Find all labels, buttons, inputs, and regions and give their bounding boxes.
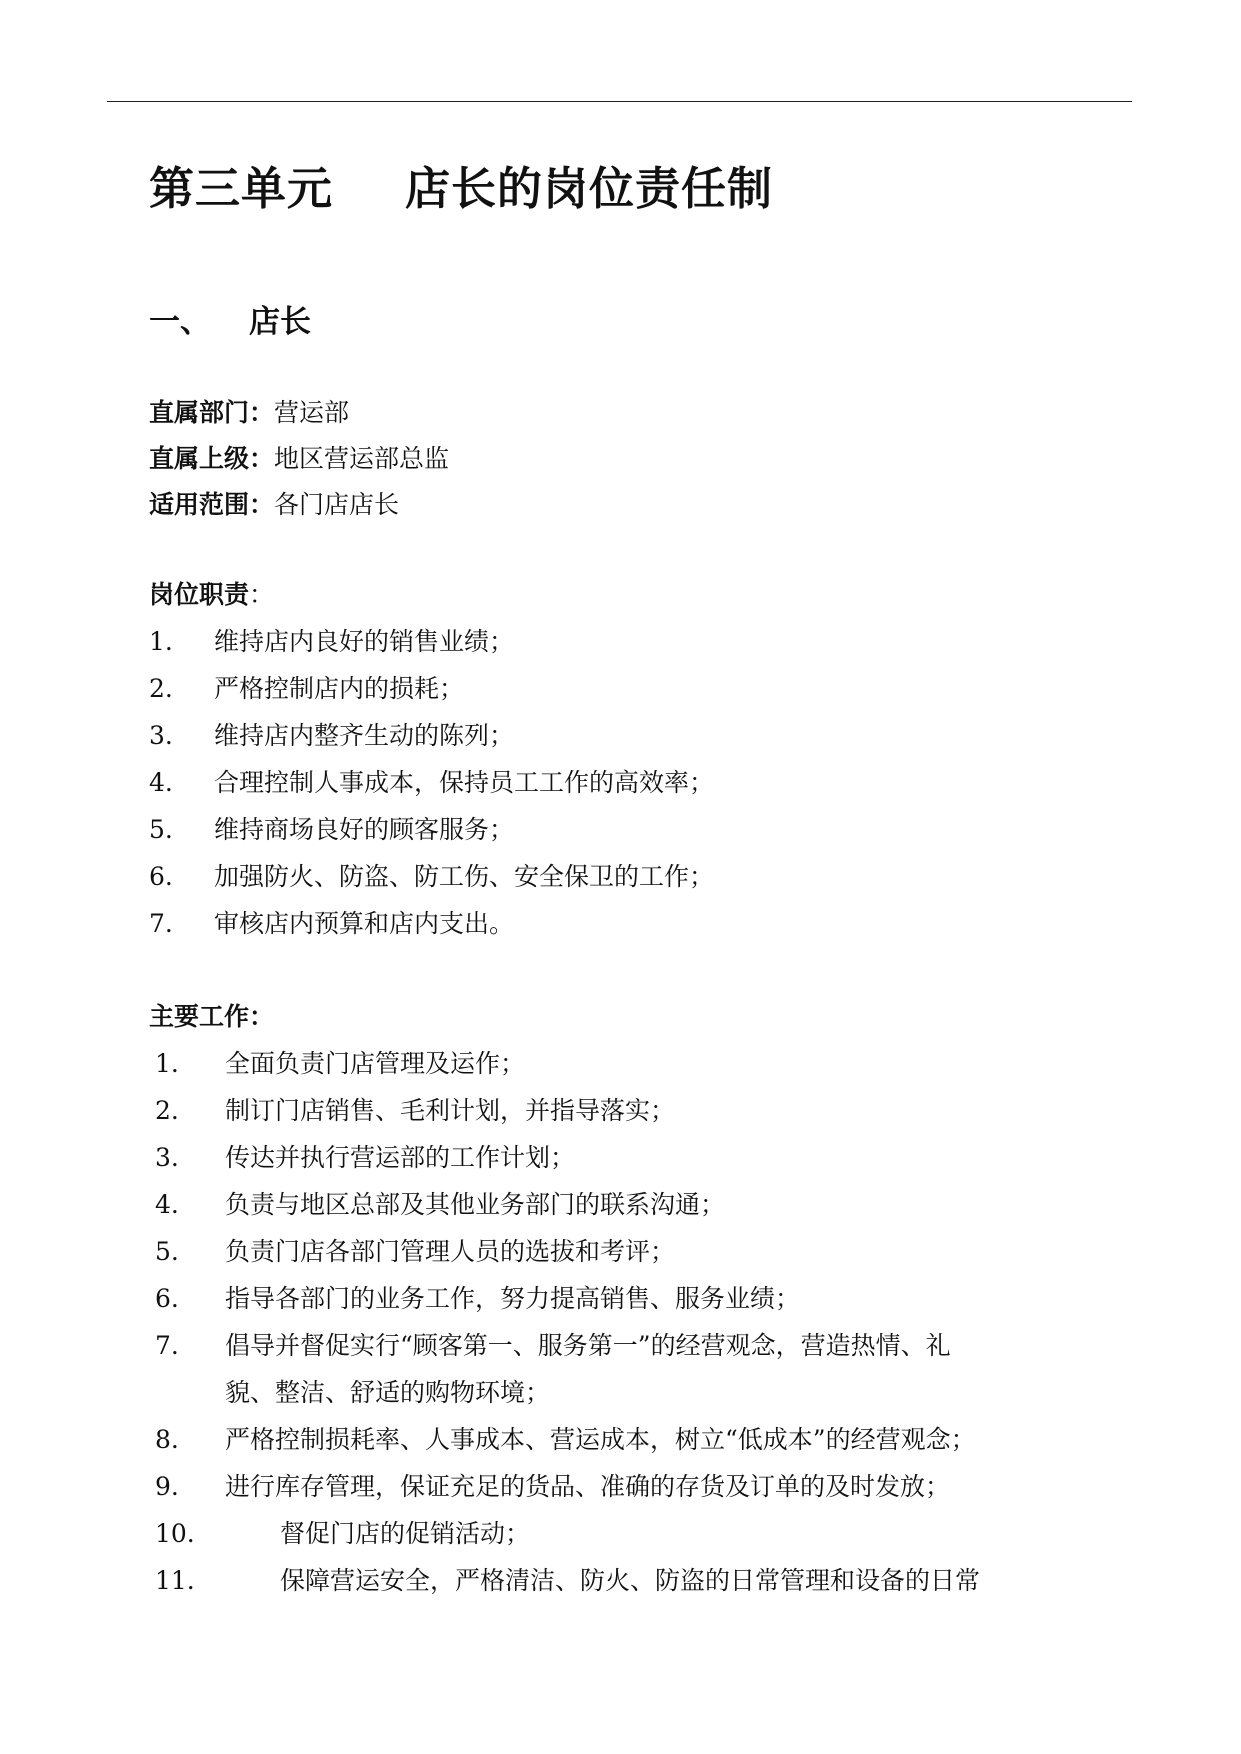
info-row-superior (149, 442, 449, 476)
section-heading (149, 296, 311, 341)
item-text: 维持店内良好的销售业绩； (214, 627, 515, 656)
item-number: 8. (155, 1425, 179, 1454)
item-number: 6. (149, 862, 173, 891)
duties-heading (149, 578, 274, 612)
info-value: 营运部 (274, 398, 350, 427)
list-item (149, 766, 714, 800)
list-item (155, 1094, 675, 1128)
item-number: 4. (155, 1190, 179, 1219)
item-number: 6. (155, 1284, 179, 1313)
title-part: 第三单元 (149, 162, 334, 215)
duties-heading-label: 岗位职责 (149, 580, 250, 609)
info-row-scope (149, 488, 399, 522)
item-number: 1. (155, 1049, 179, 1078)
info-value: 地区营运部总监 (274, 444, 450, 473)
header-rule (107, 101, 1132, 102)
item-number: 4. (149, 768, 173, 797)
item-text: 督促门店的促销活动； (280, 1519, 531, 1548)
item-text: 严格控制店内的损耗； (214, 674, 465, 703)
list-item (149, 813, 514, 847)
list-item (155, 1235, 675, 1269)
item-text: 进行库存管理，保证充足的货品、准确的存货及订单的及时发放； (225, 1472, 951, 1501)
item-number: 3. (155, 1143, 179, 1172)
list-item (155, 1141, 575, 1175)
item-text: 负责门店各部门管理人员的选拔和考评； (225, 1237, 676, 1266)
list-item (149, 672, 464, 706)
item-number: 5. (155, 1237, 179, 1266)
list-item (149, 860, 714, 894)
item-text: 制订门店销售、毛利计划，并指导落实； (225, 1096, 676, 1125)
item-number: 11. (155, 1566, 195, 1595)
list-item (155, 1188, 725, 1222)
item-number: 9. (155, 1472, 179, 1501)
item-number: 2. (149, 674, 173, 703)
item-number: 1. (149, 627, 173, 656)
info-label: 直属部门： (149, 398, 275, 427)
item-text: 传达并执行营运部的工作计划； (225, 1143, 576, 1172)
info-value: 各门店店长 (274, 490, 400, 519)
item-number: 5. (149, 815, 173, 844)
item-text: 合理控制人事成本，保持员工工作的高效率； (214, 768, 715, 797)
item-text: 审核店内预算和店内支出。 (214, 909, 515, 938)
item-text: 加强防火、防盗、防工伤、安全保卫的工作； (214, 862, 715, 891)
list-item (149, 719, 514, 753)
work-heading (149, 1000, 274, 1034)
list-item (155, 1423, 976, 1457)
list-item (155, 1282, 800, 1316)
item-text: 保障营运安全，严格清洁、防火、防盗的日常管理和设备的日常 (280, 1566, 981, 1595)
item-text: 倡导并督促实行“顾客第一、服务第一”的经营观念，营造热情、礼 (225, 1331, 951, 1360)
item-text: 负责与地区总部及其他业务部门的联系沟通； (225, 1190, 726, 1219)
list-item (155, 1329, 951, 1363)
list-item-continuation (155, 1376, 550, 1410)
section-title: 店长 (249, 304, 311, 340)
list-item (149, 907, 514, 941)
info-row-department (149, 396, 349, 430)
list-item (155, 1517, 530, 1551)
item-text: 严格控制损耗率、人事成本、营运成本，树立“低成本”的经营观念； (225, 1425, 976, 1454)
duties-heading-colon: ： (249, 580, 275, 609)
info-label: 直属上级： (149, 444, 275, 473)
work-heading-label: 主要工作： (149, 1002, 275, 1031)
item-number: 7. (149, 909, 173, 938)
item-number: 10. (155, 1519, 195, 1548)
list-item (155, 1564, 980, 1598)
item-number: 2. (155, 1096, 179, 1125)
item-text: 貌、整洁、舒适的购物环境； (225, 1378, 551, 1407)
item-text: 维持店内整齐生动的陈列； (214, 721, 515, 750)
title-text: 店长的岗位责任制 (405, 162, 774, 215)
list-item (155, 1470, 950, 1504)
list-item (149, 625, 514, 659)
section-number: 一、 (149, 304, 211, 340)
item-number: 3. (149, 721, 173, 750)
item-number: 7. (155, 1331, 179, 1360)
item-text: 全面负责门店管理及运作； (225, 1049, 526, 1078)
list-item (155, 1047, 525, 1081)
page-title (149, 152, 773, 217)
info-label: 适用范围： (149, 490, 275, 519)
item-text: 维持商场良好的顾客服务； (214, 815, 515, 844)
item-text: 指导各部门的业务工作，努力提高销售、服务业绩； (225, 1284, 801, 1313)
